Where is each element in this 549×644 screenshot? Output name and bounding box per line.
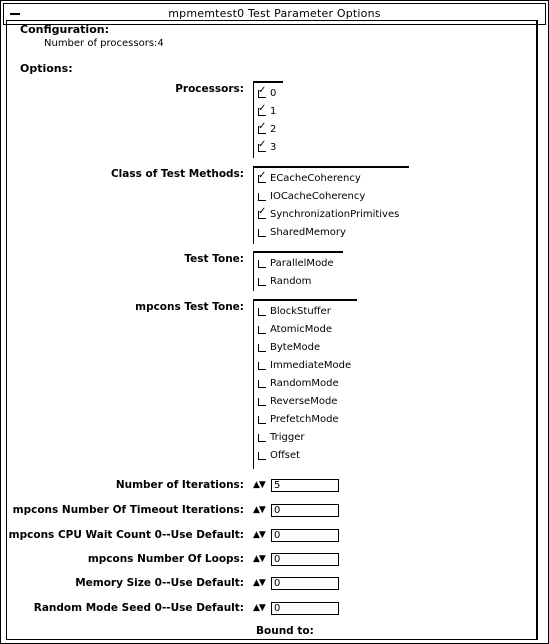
- checkbox-icon[interactable]: [258, 398, 266, 406]
- checkbox-icon[interactable]: [258, 362, 266, 370]
- number-of-loops-label: mpcons Number Of Loops:: [87, 553, 244, 565]
- timeout-iterations-label: mpcons Number Of Timeout Iterations:: [12, 504, 244, 516]
- test-tone-option[interactable]: ParallelMode: [258, 258, 334, 269]
- memory-size-stepper[interactable]: [253, 576, 339, 590]
- number-of-loops-stepper[interactable]: [253, 552, 339, 566]
- test-method-option[interactable]: ✓ SynchronizationPrimitives: [258, 209, 399, 220]
- mpcons-test-tone-label: mpcons Test Tone:: [135, 301, 244, 313]
- processor-option[interactable]: ✓ 0: [258, 88, 276, 99]
- mpcons-tone-option[interactable]: BlockStuffer: [258, 306, 331, 317]
- configuration-heading: Configuration:: [20, 23, 109, 36]
- checkbox-icon[interactable]: [258, 380, 266, 388]
- number-of-loops-field[interactable]: 0: [271, 553, 339, 566]
- test-method-option[interactable]: SharedMemory: [258, 227, 346, 238]
- stepper-arrows-icon[interactable]: ▲▼: [253, 554, 265, 564]
- processors-group: [253, 81, 283, 158]
- bound-to-label: Bound to:: [256, 625, 314, 637]
- options-heading: Options:: [20, 62, 73, 75]
- checkbox-icon[interactable]: [258, 416, 266, 424]
- mpcons-tone-option[interactable]: PrefetchMode: [258, 414, 339, 425]
- random-seed-label: Random Mode Seed 0--Use Default:: [33, 602, 244, 614]
- checkbox-icon[interactable]: [258, 260, 266, 268]
- processor-option[interactable]: ✓ 3: [258, 142, 276, 153]
- mpcons-tone-option[interactable]: Trigger: [258, 432, 305, 443]
- checkbox-icon[interactable]: [258, 126, 266, 134]
- checkbox-icon[interactable]: [258, 278, 266, 286]
- timeout-iterations-stepper[interactable]: [253, 503, 339, 517]
- mpcons-tone-option[interactable]: RandomMode: [258, 378, 339, 389]
- test-method-option[interactable]: IOCacheCoherency: [258, 191, 365, 202]
- vertical-scrollbar[interactable]: [536, 20, 546, 640]
- mpcons-test-tone-group: [253, 299, 357, 469]
- random-seed-stepper[interactable]: [253, 601, 339, 615]
- test-tone-label: Test Tone:: [184, 253, 244, 265]
- checkbox-icon[interactable]: [258, 211, 266, 219]
- stepper-arrows-icon[interactable]: ▲▼: [253, 530, 265, 540]
- checkbox-icon[interactable]: [258, 434, 266, 442]
- checkbox-icon[interactable]: [258, 108, 266, 116]
- iterations-label: Number of Iterations:: [115, 479, 244, 491]
- test-tone-option[interactable]: Random: [258, 276, 311, 287]
- stepper-arrows-icon[interactable]: ▲▼: [253, 603, 265, 613]
- mpcons-tone-option[interactable]: ReverseMode: [258, 396, 337, 407]
- cpu-wait-count-field[interactable]: 0: [271, 529, 339, 542]
- cpu-wait-count-label: mpcons CPU Wait Count 0--Use Default:: [8, 529, 244, 541]
- checkbox-icon[interactable]: [258, 344, 266, 352]
- stepper-arrows-icon[interactable]: ▲▼: [253, 505, 265, 515]
- test-method-option[interactable]: ✓ ECacheCoherency: [258, 173, 361, 184]
- iterations-stepper[interactable]: [253, 478, 339, 492]
- checkbox-icon[interactable]: [258, 144, 266, 152]
- cpu-wait-count-stepper[interactable]: [253, 528, 339, 542]
- iterations-field[interactable]: 5: [271, 479, 339, 492]
- checkbox-icon[interactable]: [258, 326, 266, 334]
- checkbox-icon[interactable]: [258, 308, 266, 316]
- processor-option[interactable]: ✓ 2: [258, 124, 276, 135]
- test-methods-group: [253, 166, 409, 244]
- mpcons-tone-option[interactable]: ByteMode: [258, 342, 320, 353]
- processors-label: Processors:: [175, 83, 244, 95]
- checkbox-icon[interactable]: [258, 90, 266, 98]
- test-methods-label: Class of Test Methods:: [110, 168, 244, 180]
- processor-option[interactable]: ✓ 1: [258, 106, 276, 117]
- checkbox-icon[interactable]: [258, 193, 266, 201]
- stepper-arrows-icon[interactable]: ▲▼: [253, 578, 265, 588]
- mpcons-tone-option[interactable]: ImmediateMode: [258, 360, 351, 371]
- random-seed-field[interactable]: 0: [271, 602, 339, 615]
- memory-size-label: Memory Size 0--Use Default:: [75, 577, 244, 589]
- test-tone-group: [253, 251, 343, 291]
- mpcons-tone-option[interactable]: AtomicMode: [258, 324, 332, 335]
- checkbox-icon[interactable]: [258, 229, 266, 237]
- checkbox-icon[interactable]: [258, 452, 266, 460]
- stepper-arrows-icon[interactable]: ▲▼: [253, 480, 265, 490]
- timeout-iterations-field[interactable]: 0: [271, 504, 339, 517]
- checkbox-icon[interactable]: [258, 175, 266, 183]
- memory-size-field[interactable]: 0: [271, 577, 339, 590]
- mpcons-tone-option[interactable]: Offset: [258, 450, 300, 461]
- processor-count-text: Number of processors:4: [44, 38, 164, 49]
- window-title: mpmemtest0 Test Parameter Options: [168, 7, 381, 20]
